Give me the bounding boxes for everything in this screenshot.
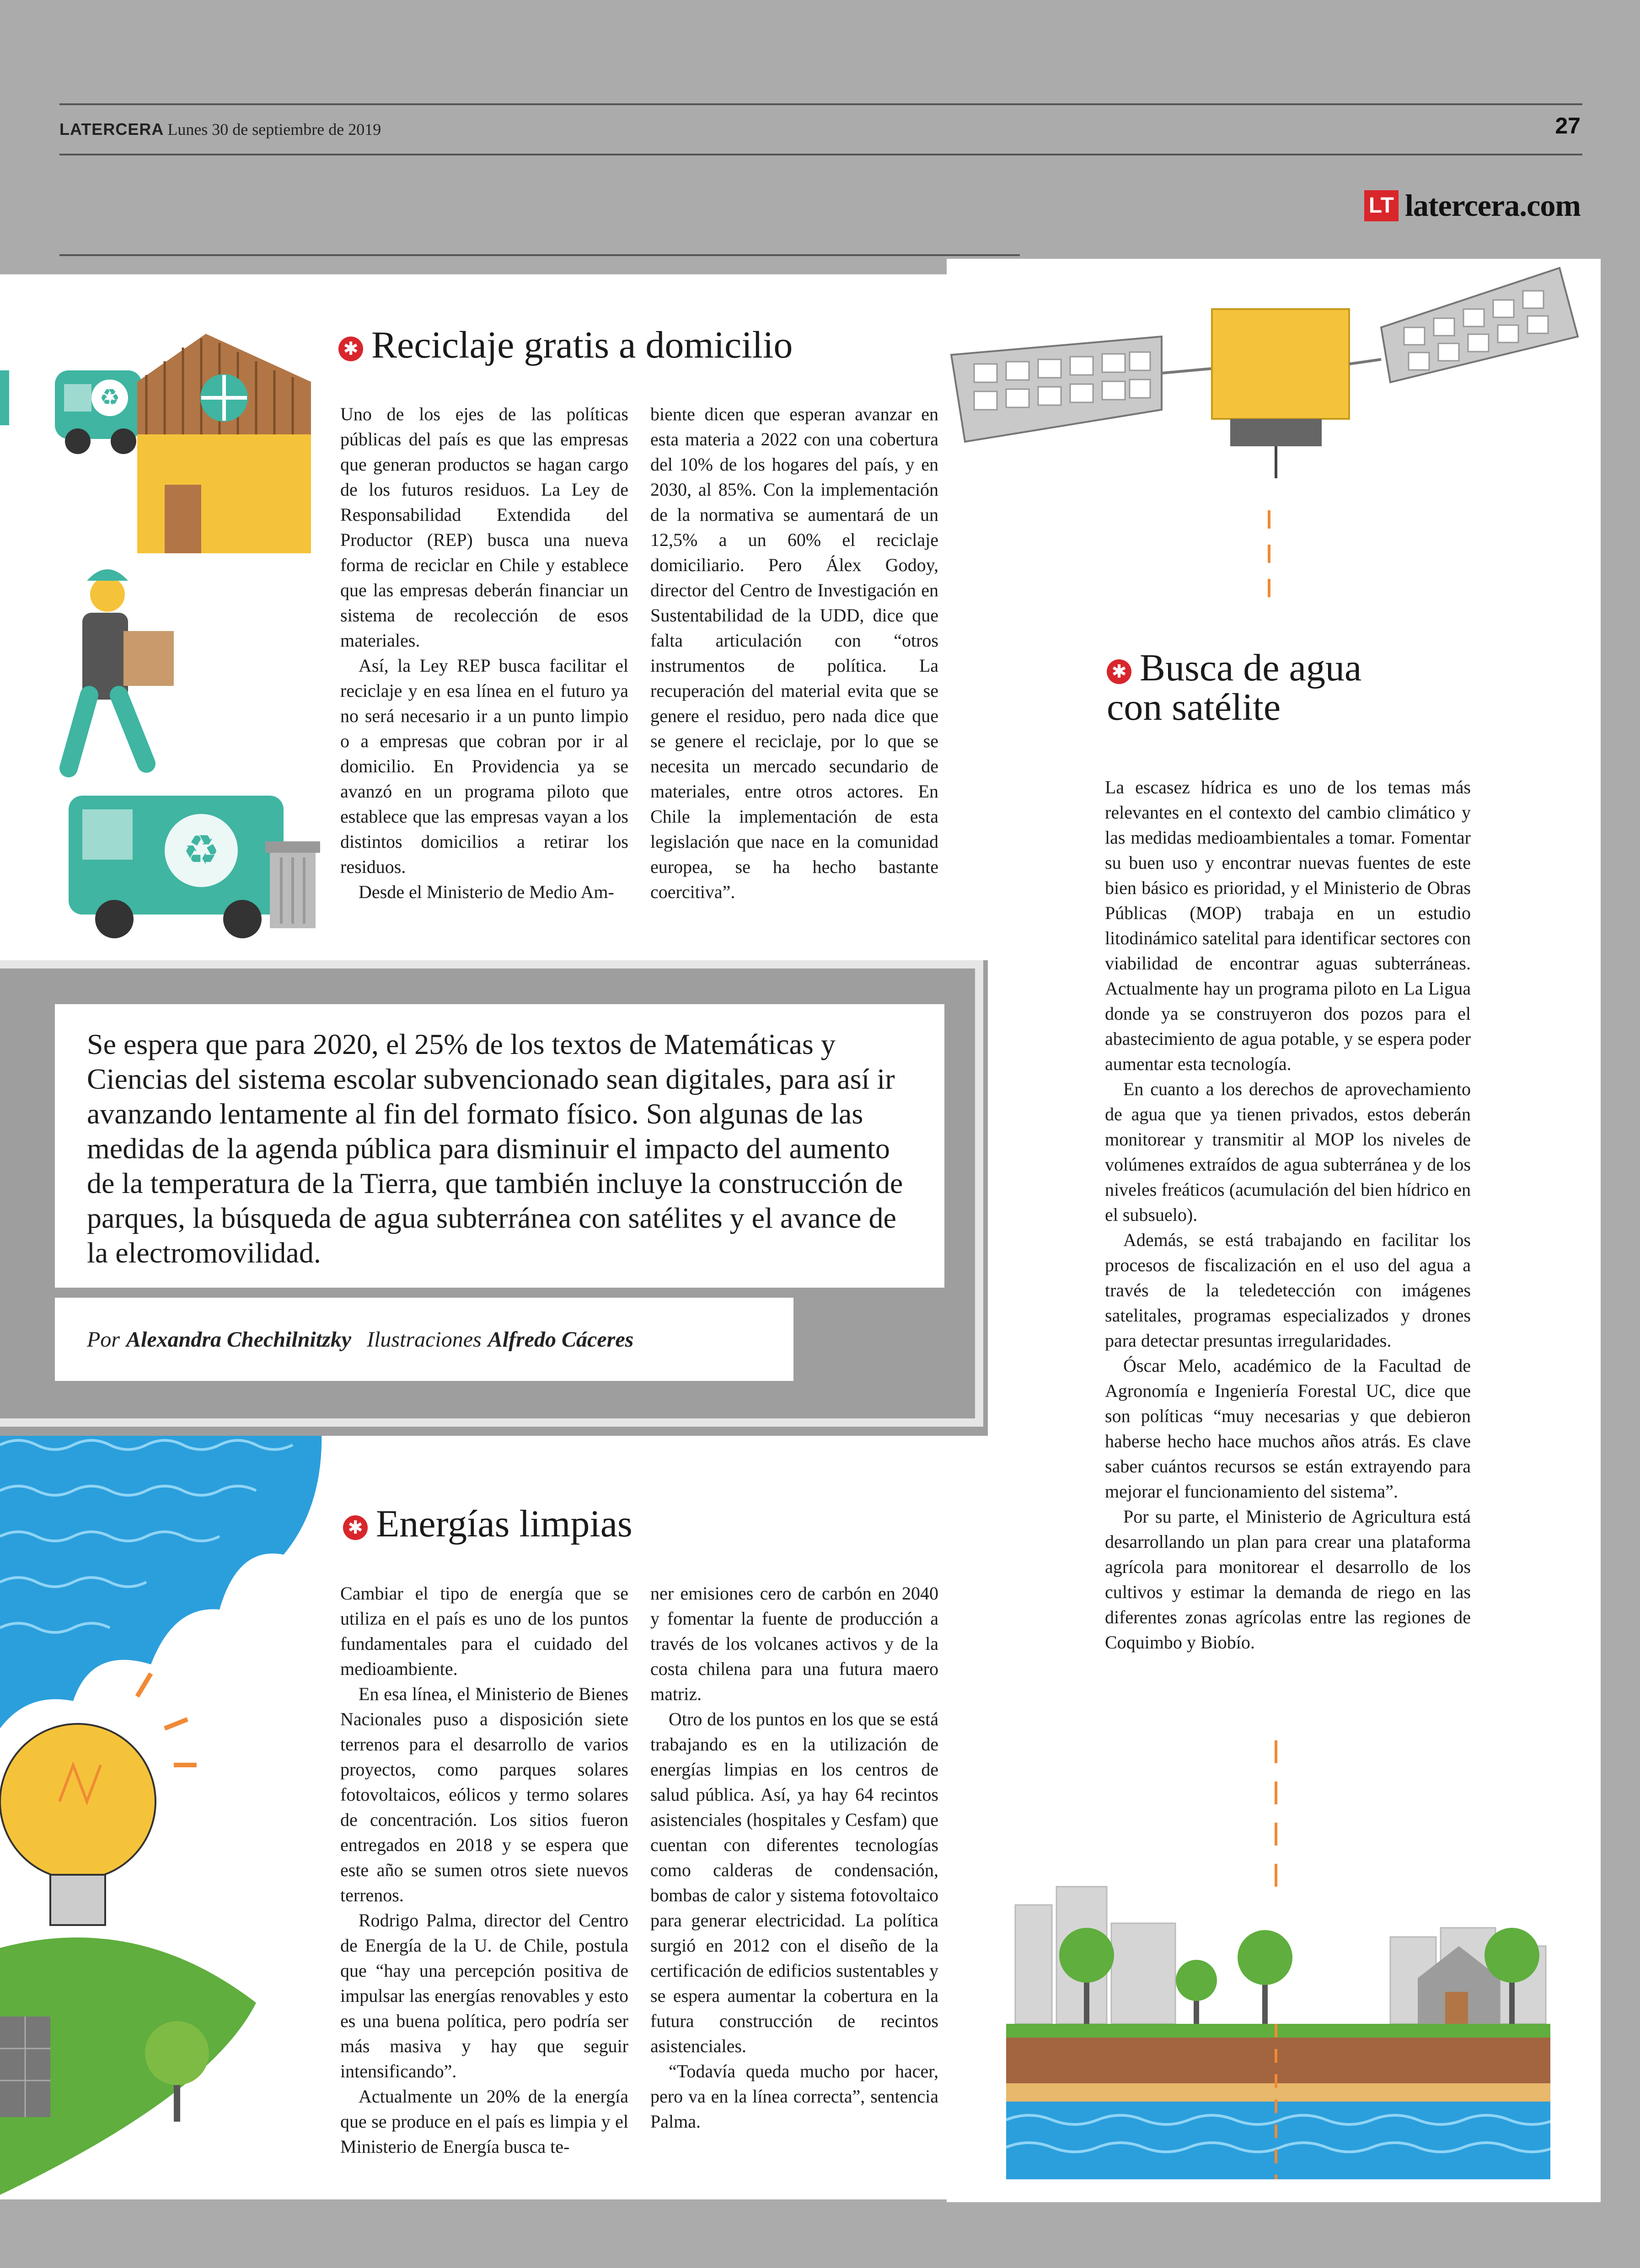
header-bottom-rule — [59, 154, 1582, 155]
house-icon — [137, 334, 311, 553]
aquifer-layer — [1006, 2102, 1550, 2179]
site-link[interactable] — [1364, 187, 1581, 224]
agua-panel — [947, 259, 1601, 2202]
byline — [55, 1298, 793, 1381]
energias-heading — [343, 1504, 632, 1544]
energias-column-1 — [340, 1581, 628, 2159]
site-url: latercera.com — [1404, 188, 1581, 223]
header-top-rule — [59, 103, 1582, 105]
recycling-worker-icon — [69, 569, 174, 768]
paragraph: Por su parte, el Ministerio de Agricultura está desarrollando un plan para crear una plataforma agrícola para monitorear el desarrollo de los cultivos y estimar la demanda de riego en las diferentes zonas agrícolas entre las regiones de Coquimbo y Biobío. — [1105, 1506, 1471, 1653]
recycling-truck-small-icon — [55, 370, 142, 454]
page-number: 27 — [1555, 113, 1581, 139]
reciclaje-illustration — [0, 302, 329, 951]
illustrations-label: Ilustraciones — [367, 1327, 482, 1352]
paragraph: Uno de los ejes de las políticas públicas del país es que las empresas que generan productos se hagan cargo de los futuros residuos. La Ley de Responsabilidad Extendida del Productor (REP) busca una nueva forma de reciclar en Chile y establece que las empresas deberán financiar un sistema de recolección de esos materiales. — [340, 404, 628, 651]
agua-title-line-1: Busca de agua — [1140, 647, 1362, 689]
red-star-icon: ✱ — [343, 1515, 368, 1540]
svg-text:♻: ♻ — [99, 384, 120, 411]
intro-lead: Se espera que para 2020, el 25% de los textos de Matemáticas y Ciencias del sistema escolar subvencionado sean digitales, para así ir avanzando lentamente al fin del formato físico. Son algunas de las medidas de la agenda pública para disminuir el impacto del aumento de la temperatura de la Tierra, que también incluye la construcción de parques, la búsqueda de agua subterránea con satélites y el avance de la electromovilidad. — [87, 1028, 903, 1269]
paragraph: Otro de los puntos en los que se está trabajando es en la utilización de energías limpias en los centros de salud pública. Así, ya hay 64 recintos asistenciales (hospitales y Cesfam) que cuentan con diferentes tecnologías como calderas de condensación, bombas de calor y sistema fotovoltaico para generar electricidad. La política surgió en 2012 con el diseño de la certificación de edificios sustentables y se espera aumentar la cobertura en la futura construcción de recintos asistenciales. — [650, 1709, 938, 2056]
energias-illustration — [0, 1408, 329, 2195]
illustrator-name: Alfredo Cáceres — [488, 1327, 634, 1352]
energias-column-2 — [650, 1581, 938, 2134]
paragraph: La escasez hídrica es uno de los temas más relevantes en el contexto del cambio climático y las medidas medioambientales a tomar. Fomentar su buen uso y encontrar nuevas fuentes de este bien básico es prioridad, y el Ministerio de Obras Públicas (MOP) trabaja en un estudio litodinámico satelital para identificar sectores con viabilidad de encontrar aguas subterráneas. Actualmente hay un programa piloto en La Ligua donde ya se construyeron dos pozos para el abastecimiento de agua potable, y se espera poder aumentar esta tecnología. — [1105, 777, 1471, 1074]
trash-bin-icon — [265, 841, 320, 928]
paragraph: Óscar Melo, académico de la Facultad de Agronomía e Ingeniería Forestal UC, dice que son políticas “muy necesarias y que debieron haberse hecho hace muchos años atrás. Es clave saber cuántos recursos se están extrayendo para mejorar el funcionamiento del sistema”. — [1105, 1355, 1471, 1502]
paragraph: biente dicen que esperan avanzar en esta materia a 2022 con una cobertura del 10% de los hogares del país, y en 2030, al 85%. Con la implementación de la normativa se aumentará de un 12,5% a un 60% el reciclaje domiciliario. Pero Álex Godoy, director del Centro de Investigación en Sustentabilidad de la UDD, dice que falta articulación con “otros instrumentos de política. La recuperación del material evita que se genere el residuo, pero nada dice que se genere el reciclaje, por lo que se necesita un mercado secundario de materiales, entre otros actores. En Chile la implementación de esta legislación que nace en la comunidad europea, se ha hecho bastante coercitiva”. — [650, 404, 938, 902]
lt-logo-badge: LT — [1364, 190, 1399, 221]
energias-panel — [0, 1408, 947, 2199]
paragraph: “Todavía queda mucho por hacer, pero va en la línea correcta”, sentencia Palma. — [650, 2061, 938, 2132]
author-name: Alexandra Chechilnitzky — [126, 1327, 352, 1352]
grass-layer — [1006, 2024, 1550, 2038]
reciclaje-panel — [0, 274, 947, 960]
soil-layer — [1006, 2038, 1550, 2083]
truck-left-edge-icon — [0, 370, 9, 425]
paragraph: Cambiar el tipo de energía que se utiliza en el país es uno de los puntos fundamentales para el cuidado del medioambiente. — [340, 1583, 628, 1679]
agua-column — [1105, 775, 1471, 1655]
red-star-icon: ✱ — [1107, 659, 1131, 684]
paragraph: En esa línea, el Ministerio de Bienes Nacionales puso a disposición siete terrenos para el desarrollo de varios proyectos, como parques solares fotovoltaicos, eólicos y termo solares de concentración. Los sitios fueron entregados en 2018 y se espera que este año se sumen otros siete nuevos terrenos. — [340, 1684, 628, 1905]
sand-layer — [1006, 2083, 1550, 2102]
reciclaje-heading — [338, 326, 793, 365]
energias-title: Energías limpias — [376, 1503, 632, 1545]
satellite-illustration — [947, 259, 1601, 634]
solar-panel-icon — [0, 2017, 50, 2117]
recycling-truck-large-icon — [69, 796, 284, 938]
paragraph: Rodrigo Palma, director del Centro de Energía de la U. de Chile, postula que “hay una percepción positiva de impulsar las energías renovables y esto es una buena política, pero podría ser más masiva y hay que seguir intensificando”. — [340, 1910, 628, 2081]
paragraph: Así, la Ley REP busca facilitar el reciclaje y en esa línea en el futuro ya no será necesario ir a un punto limpio o a empresas que cobran por ir al domicilio. En Providencia ya se avanzó en un programa piloto que establece que las empresas vayan a los distintos domicilios a retirar los residuos. — [340, 655, 628, 877]
paragraph: Actualmente un 20% de la energía que se produce en el país es limpia y el Ministerio de Energía busca te- — [340, 2086, 628, 2157]
reciclaje-column-1 — [340, 401, 628, 904]
intro-box — [55, 1004, 944, 1288]
paragraph: Además, se está trabajando en facilitar los procesos de fiscalización en el uso del agua a través de la teledetección con imágenes satelitales, programas especializados y drones para detectar presuntas irregularidades. — [1105, 1230, 1471, 1351]
reciclaje-column-2 — [650, 401, 938, 904]
paragraph: En cuanto a los derechos de aprovechamiento de agua que ya tienen privados, estos deberán monitorear y transmitir al MOP los niveles de volúmenes extraídos de agua subterránea y de los niveles freáticos (acumulación del bien hídrico en el subsuelo). — [1105, 1079, 1471, 1225]
issue-date: Lunes 30 de septiembre de 2019 — [167, 120, 381, 139]
satellite-icon — [951, 268, 1578, 478]
agua-heading — [1107, 648, 1361, 727]
red-star-icon: ✱ — [338, 337, 363, 361]
underground-water-illustration — [1006, 1731, 1550, 2179]
section-rule — [59, 254, 1020, 256]
header-dateline — [59, 120, 381, 139]
publication-name: LATERCERA — [59, 120, 164, 139]
agua-title-line-2: con satélite — [1107, 686, 1281, 728]
byline-prefix: Por — [87, 1327, 120, 1352]
svg-text:♻: ♻ — [182, 826, 220, 874]
reciclaje-title: Reciclaje gratis a domicilio — [371, 324, 793, 366]
paragraph: Desde el Ministerio de Medio Am- — [359, 882, 614, 902]
paragraph: ner emisiones cero de carbón en 2040 y fomentar la fuente de producción a través de los volcanes activos y de la costa chilena para una futura maero matriz. — [650, 1583, 938, 1704]
